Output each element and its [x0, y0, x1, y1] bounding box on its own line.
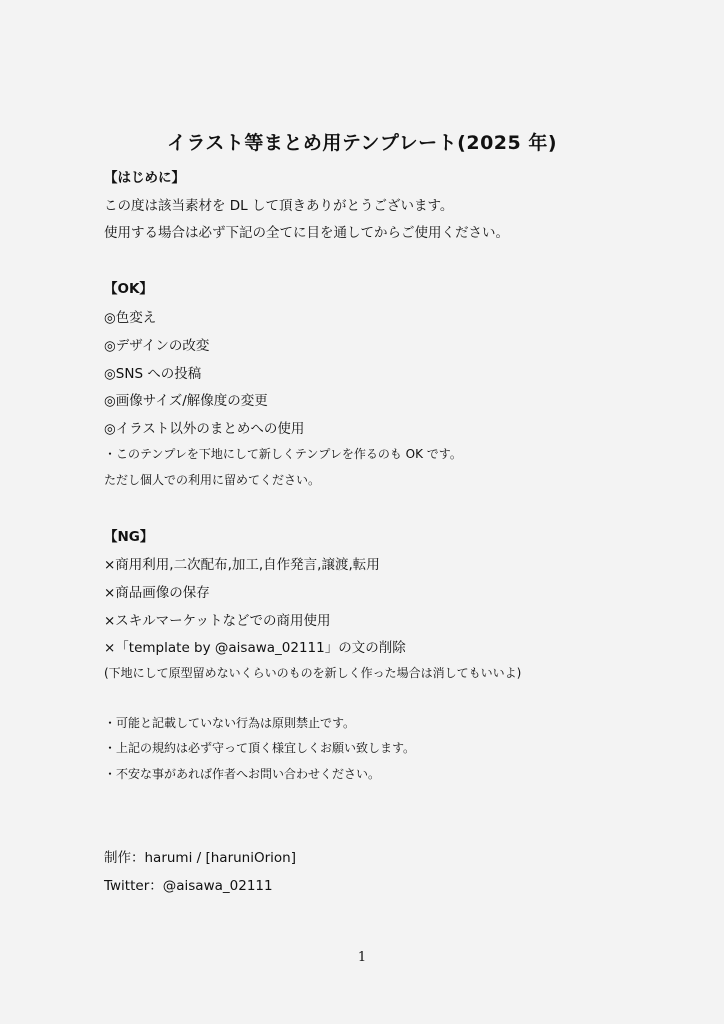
- page-number: 1: [357, 950, 367, 965]
- ok-item-resize: ◎画像サイズ/解像度の変更: [104, 393, 268, 409]
- intro-heading: 【はじめに】: [104, 170, 185, 186]
- ok-item-design-edit: ◎デザインの改変: [104, 338, 210, 354]
- ng-item-product-image: ×商品画像の保存: [104, 585, 210, 601]
- rule-line-3: ・不安な事があれば作者へお問い合わせください。: [104, 767, 381, 781]
- ng-item-commercial: ×商用利用,二次配布,加工,自作発言,譲渡,転用: [104, 557, 380, 573]
- intro-line-1: この度は該当素材を DL して頂きありがとうございます。: [104, 198, 454, 214]
- ok-note-1: ・このテンプレを下地にして新しくテンプレを作るのも OK です。: [104, 447, 462, 461]
- credit-twitter: Twitter：@aisawa_02111: [104, 878, 273, 894]
- intro-line-2: 使用する場合は必ず下記の全てに目を通してからご使用ください。: [104, 225, 509, 241]
- ok-item-color-change: ◎色変え: [104, 310, 157, 326]
- ok-heading: 【OK】: [104, 281, 153, 297]
- ng-item-skill-market: ×スキルマーケットなどでの商用使用: [104, 613, 331, 629]
- ng-note: (下地にして原型留めないくらいのものを新しく作った場合は消してもいいよ): [104, 666, 522, 680]
- ng-heading: 【NG】: [104, 529, 154, 545]
- ok-note-2: ただし個人での利用に留めてください。: [104, 473, 321, 487]
- rule-line-2: ・上記の規約は必ず守って頂く様宜しくお願い致します。: [104, 741, 416, 755]
- ok-item-sns-post: ◎SNS への投稿: [104, 366, 202, 382]
- rule-line-1: ・可能と記載していない行為は原則禁止です。: [104, 716, 356, 730]
- ok-item-other-use: ◎イラスト以外のまとめへの使用: [104, 421, 305, 437]
- credit-author: 制作：harumi / [haruniOrion]: [104, 850, 296, 866]
- document-title: イラスト等まとめ用テンプレート(2025 年): [166, 132, 558, 154]
- ng-item-credit-removal: ×「template by @aisawa_02111」の文の削除: [104, 640, 406, 656]
